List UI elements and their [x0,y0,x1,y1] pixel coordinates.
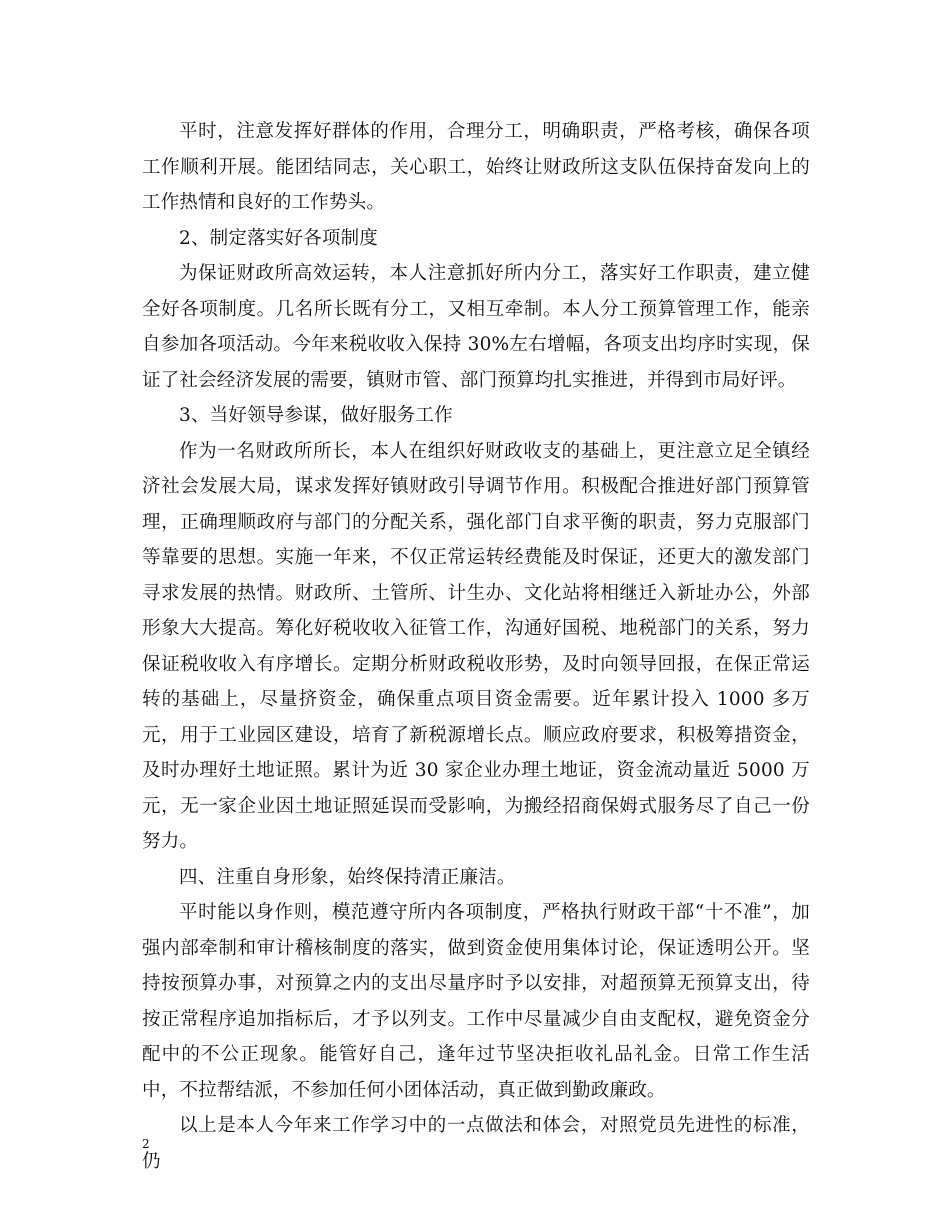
body-text [142,114,810,1179]
paragraph-teamwork: 平时，注意发挥好群体的作用，合理分工，明确职责，严格考核，确保各项工作顺利开展。能团结同志，关心职工，始终让财政所这支队伍保持奋发向上的工作热情和良好的工作势头。 [142,121,810,213]
page-number: 2 [142,1137,150,1151]
heading-rules: 2、制定落实好各项制度 [179,227,378,249]
paragraph-advisor: 作为一名财政所所长，本人在组织好财政收支的基础上，更注意立足全镇经济社会发展大局，谋求发挥好镇财政引导调节作用。积极配合推进好部门预算管理，正确理顺政府与部门的分配关系，强化部门自求平衡的职责，努力克服部门等靠要的思想。实施一年来，不仅正常运转经费能及时保证，还更大的激发部门寻求发展的热情。财政所、土管所、计生办、文化站将相继迁入新址办公，外部形象大大提高。筹化好税收收入征管工作，沟通好国税、地税部门的关系，努力保证税收收入有序增长。定期分析财政税收形势，及时向领导回报，在保正常运转的基础上，尽量挤资金，确保重点项目资金需要。近年累计投入 1000 多万元，用于工业园区建设，培育了新税源增长点。顺应政府要求，积极筹措资金，及时办理好土地证照。累计为近 30 家企业办理土地证，资金流动量近 5000 万元，无一家企业因土地证照延误而受影响，为搬经招商保姆式服务尽了自己一份努力。 [142,440,810,852]
heading-advisor: 3、当好领导参谋，做好服务工作 [179,405,453,426]
heading-integrity: 四、注重自身形象，始终保持清正廉洁。 [179,866,516,888]
paragraph-summary: 以上是本人今年来工作学习中的一点做法和体会，对照党员先进性的标准，仍 [142,1115,810,1172]
paragraph-integrity: 平时能以身作则，模范遵守所内各项制度，严格执行财政干部“十不准”，加强内部牵制和审计稽核制度的落实，做到资金使用集体讨论，保证透明公开。坚持按预算办事，对预算之内的支出尽量序时予以安排，对超预算无预算支出，待按正常程序追加指标后，才予以列支。工作中尽量减少自由支配权，避免资金分配中的不公正现象。能管好自己，逢年过节坚决拒收礼品礼金。日常工作生活中，不拉帮结派，不参加任何小团体活动，真正做到勤政廉政。 [142,902,810,1101]
paragraph-rules: 为保证财政所高效运转，本人注意抓好所内分工，落实好工作职责，建立健全好各项制度。几名所长既有分工，又相互牵制。本人分工预算管理工作，能亲自参加各项活动。今年来税收收入保持 30%左右增幅，各项支出均序时实现，保证了社会经济发展的需要，镇财市管、部门预算均扎实推进，并得到市局好评。 [142,263,810,391]
